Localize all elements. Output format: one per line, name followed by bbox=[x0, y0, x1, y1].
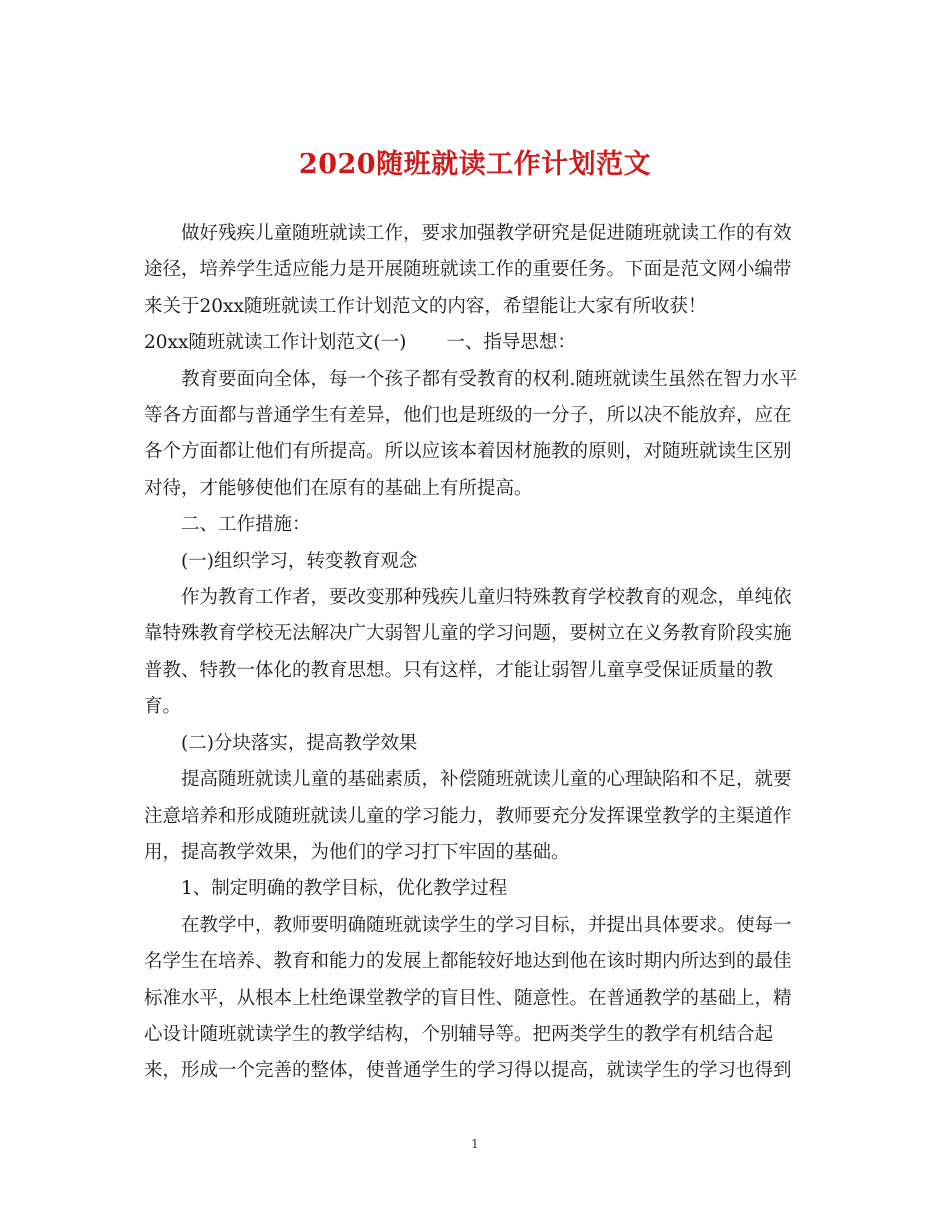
document-body bbox=[144, 216, 808, 1090]
page-number: 1 bbox=[471, 1137, 479, 1151]
section-heading-right: 一、指导思想： bbox=[446, 332, 576, 354]
subheading-block-implementation: (二)分块落实，提高教学效果 bbox=[181, 732, 418, 754]
block-implementation-paragraph: 提高随班就读儿童的基础素质，补偿随班就读儿童的心理缺陷和不足，就要注意培养和形成随班就读儿童的学习能力，教师要充分发挥课堂教学的主渠道作用，提高教学效果，为他们的学习打下牢固的基础。 bbox=[144, 769, 792, 863]
subheading-organize-study: (一)组织学习，转变教育观念 bbox=[181, 550, 418, 572]
document-title: 2020随班就读工作计划范文 bbox=[298, 149, 652, 180]
work-measures-heading: 二、工作措施： bbox=[181, 514, 311, 536]
subheading-teaching-goals: 1、制定明确的教学目标，优化教学过程 bbox=[181, 878, 508, 900]
guiding-thought-paragraph: 教育要面向全体，每一个孩子都有受教育的权利.随班就读生虽然在智力水平等各方面都与普通学生有差异，他们也是班级的一分子，所以决不能放弃，应在各个方面都让他们有所提高。所以应该本着因材施教的原则，对随班就读生区别对待，才能够使他们在原有的基础上有所提高。 bbox=[144, 368, 798, 499]
teaching-goals-paragraph: 在教学中，教师要明确随班就读学生的学习目标，并提出具体要求。使每一名学生在培养、教育和能力的发展上都能较好地达到他在该时期内所达到的最佳标准水平，从根本上杜绝课堂教学的盲目性、随意性。在普通教学的基础上，精心设计随班就读学生的教学结构，个别辅导等。把两类学生的教学有机结合起来，形成一个完善的整体，使普通学生的学习得以提高，就读学生的学习也得到 bbox=[144, 914, 792, 1082]
organize-study-paragraph: 作为教育工作者，要改变那种残疾儿童归特殊教育学校教育的观念，单纯依靠特殊教育学校无法解决广大弱智儿童的学习问题，要树立在义务教育阶段实施普教、特教一体化的教育思想。只有这样，才能让弱智儿童享受保证质量的教育。 bbox=[144, 587, 792, 718]
intro-paragraph: 做好残疾儿童随班就读工作，要求加强教学研究是促进随班就读工作的有效途径，培养学生适应能力是开展随班就读工作的重要任务。下面是范文网小编带来关于20xx随班就读工作计划范文的内容，希望能让大家有所收获！ bbox=[144, 223, 792, 317]
section-heading-line bbox=[144, 325, 808, 361]
section-heading-left: 20xx随班就读工作计划范文(一) bbox=[144, 332, 407, 354]
